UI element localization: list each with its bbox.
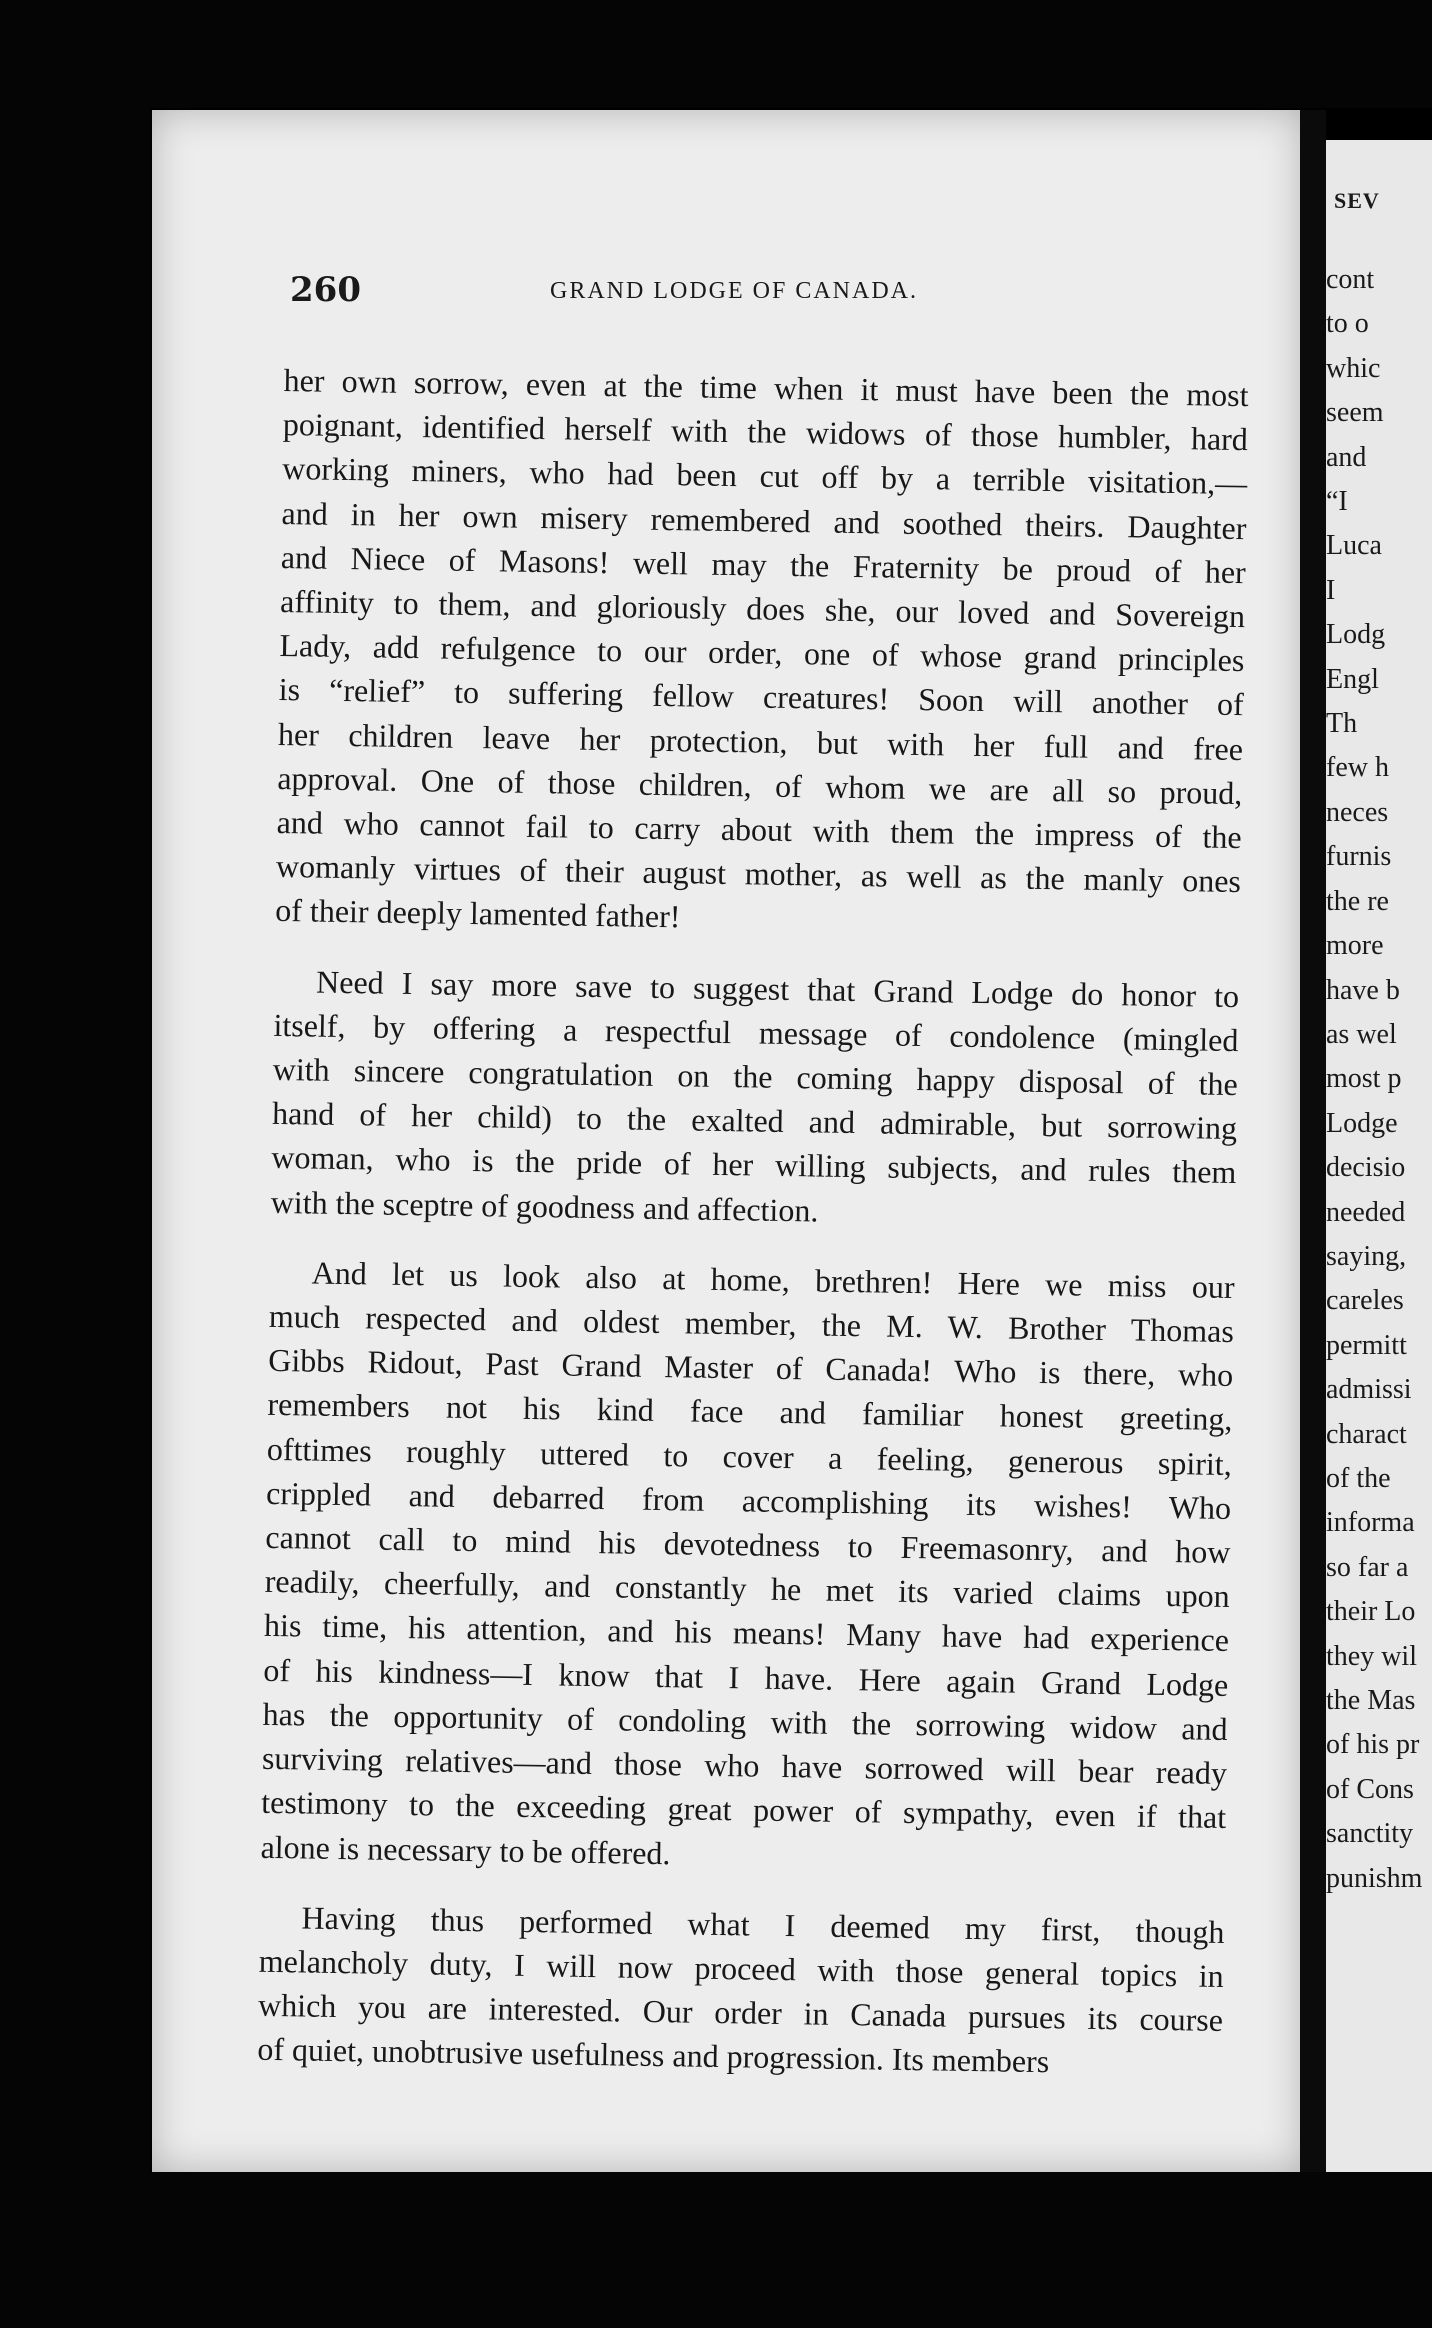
text-line: surviving relatives—and those who have sorrowed will bear ready bbox=[261, 1739, 1228, 1792]
facing-page-line: charact bbox=[1326, 1418, 1407, 1450]
facing-page-line: “I bbox=[1326, 486, 1348, 518]
text-line: Having thus performed what I deemed my first, though bbox=[301, 1899, 1225, 1950]
facing-page-line: punishm bbox=[1326, 1862, 1423, 1894]
facing-page-line: Th bbox=[1326, 708, 1358, 740]
facing-page-line: and bbox=[1326, 441, 1367, 473]
facing-page-line: more bbox=[1326, 930, 1384, 962]
facing-page-line: seem bbox=[1326, 397, 1384, 429]
body-text bbox=[257, 358, 1249, 2086]
text-line: affinity to them, and gloriously does she, our loved and Sovereign bbox=[279, 582, 1246, 635]
text-line: has the opportunity of condoling with the sorrowing widow and bbox=[262, 1695, 1228, 1747]
facing-page-line: the Mas bbox=[1326, 1685, 1416, 1716]
text-line: Lady, add refulgence to our order, one of whose grand principles bbox=[279, 627, 1245, 679]
facing-page-line: of Cons bbox=[1326, 1773, 1414, 1805]
text-line: of his kindness—I know that I have. Here again Grand Lodge bbox=[263, 1651, 1229, 1703]
facing-page-line: of his pr bbox=[1326, 1729, 1420, 1761]
paragraph bbox=[257, 1895, 1225, 2087]
text-line: of their deeply lamented father! bbox=[275, 892, 681, 935]
facing-page-line: decisio bbox=[1326, 1152, 1406, 1184]
text-line: and who cannot fail to carry about with them the impress of the bbox=[276, 803, 1242, 856]
facing-page-line: needed bbox=[1326, 1196, 1406, 1228]
facing-page-line: Engl bbox=[1326, 663, 1379, 695]
facing-page-line: to o bbox=[1326, 308, 1369, 340]
text-line: poignant, identified herself with the widows of those humbler, hard bbox=[282, 406, 1249, 458]
text-line: and in her own misery remembered and soothed theirs. Daughter bbox=[281, 494, 1247, 546]
facing-page-line: the re bbox=[1326, 885, 1389, 917]
facing-page-line: of the bbox=[1326, 1462, 1391, 1494]
facing-page-running-head: SEV bbox=[1334, 188, 1380, 213]
text-line: Need I say more save to suggest that Grand Lodge do honor to bbox=[315, 963, 1240, 1014]
scan-border-bottom bbox=[0, 2172, 1432, 2328]
facing-page-line: admissi bbox=[1326, 1374, 1412, 1406]
facing-page-line: Luca bbox=[1326, 530, 1382, 562]
facing-page-line: most p bbox=[1326, 1063, 1402, 1095]
text-line: testimony to the exceeding great power of sympathy, even if that bbox=[261, 1784, 1227, 1836]
text-line: much respected and oldest member, the M. W. Brother Thomas bbox=[268, 1297, 1235, 1350]
facing-page-line: permitt bbox=[1326, 1329, 1407, 1361]
book-page bbox=[152, 110, 1302, 2172]
facing-page-line: whic bbox=[1326, 352, 1381, 384]
paragraph bbox=[275, 358, 1249, 948]
facing-page-line: their Lo bbox=[1326, 1596, 1416, 1628]
text-line: remembers not his kind face and familiar honest greeting, bbox=[267, 1386, 1233, 1438]
text-line: melancholy duty, I will now proceed with those general topics in bbox=[258, 1942, 1224, 1994]
facing-page-line: Lodg bbox=[1326, 619, 1386, 651]
scan-border-left bbox=[0, 0, 150, 2328]
text-line: womanly virtues of their august mother, as well as the manly ones bbox=[275, 848, 1242, 900]
facing-page-line: sanctity bbox=[1326, 1818, 1414, 1850]
text-line: itself, by offering a respectful message of condolence (mingled bbox=[273, 1006, 1239, 1058]
paragraph bbox=[270, 959, 1239, 1239]
text-line: of quiet, unobtrusive usefulness and progression. Its members bbox=[257, 2031, 1050, 2080]
text-line: woman, who is the pride of her willing subjects, and rules them bbox=[271, 1139, 1237, 1191]
facing-page-line: careles bbox=[1326, 1285, 1404, 1317]
facing-page-line: saying, bbox=[1326, 1240, 1407, 1272]
text-line: his time, his attention, and his means! Many have had experience bbox=[263, 1607, 1230, 1659]
text-line: cannot call to mind his devotedness to Freemasonry, and how bbox=[265, 1518, 1231, 1571]
facing-page-line: they wil bbox=[1326, 1640, 1417, 1672]
facing-page-line: have b bbox=[1326, 974, 1400, 1006]
page-header bbox=[290, 270, 1260, 330]
facing-page-line: Lodge bbox=[1326, 1107, 1398, 1139]
running-head: GRAND LODGE OF CANADA. bbox=[550, 278, 918, 304]
text-line: alone is necessary to be offered. bbox=[260, 1828, 671, 1871]
text-line: working miners, who had been cut off by a terrible visitation,— bbox=[281, 450, 1248, 502]
book-gutter bbox=[1300, 110, 1326, 2172]
facing-page-line: as wel bbox=[1326, 1018, 1397, 1050]
text-line: readily, cheerfully, and constantly he met its varied claims upon bbox=[264, 1563, 1230, 1615]
facing-page-line: informa bbox=[1326, 1507, 1415, 1539]
text-line: And let us look also at home, brethren! Here we miss our bbox=[311, 1254, 1235, 1305]
scan-border-top bbox=[0, 0, 1432, 108]
facing-page-line: I bbox=[1326, 574, 1336, 606]
text-line: and Niece of Masons! well may the Fraternity be proud of her bbox=[280, 538, 1247, 590]
facing-page-line: so far a bbox=[1326, 1551, 1409, 1583]
text-line: Gibbs Ridout, Past Grand Master of Canada! Who is there, who bbox=[267, 1342, 1234, 1394]
facing-page-line: neces bbox=[1326, 796, 1389, 828]
facing-page-text bbox=[1326, 258, 1432, 1901]
page-number: 260 bbox=[290, 270, 361, 310]
text-line: her own sorrow, even at the time when it must have been the most bbox=[283, 361, 1249, 414]
facing-page-line: few h bbox=[1326, 752, 1389, 784]
facing-page-line: cont bbox=[1326, 264, 1375, 295]
text-line: which you are interested. Our order in Canada pursues its course bbox=[257, 1986, 1224, 2039]
text-line: is “relief” to suffering fellow creatures! Soon will another of bbox=[278, 671, 1244, 723]
text-line: ofttimes roughly uttered to cover a feeling, generous spirit, bbox=[266, 1430, 1233, 1482]
text-line: hand of her child) to the exalted and admirable, but sorrowing bbox=[271, 1095, 1238, 1147]
text-line: with sincere congratulation on the coming happy disposal of the bbox=[272, 1050, 1238, 1103]
text-line: with the sceptre of goodness and affection. bbox=[270, 1183, 819, 1229]
facing-page-fragment bbox=[1326, 140, 1432, 2172]
text-line: approval. One of those children, of whom we are all so proud, bbox=[277, 759, 1243, 811]
text-line: her children leave her protection, but with her full and free bbox=[277, 715, 1244, 767]
facing-page-line: furnis bbox=[1326, 841, 1392, 873]
text-line: crippled and debarred from accomplishing its wishes! Who bbox=[265, 1474, 1232, 1526]
paragraph bbox=[260, 1250, 1235, 1884]
